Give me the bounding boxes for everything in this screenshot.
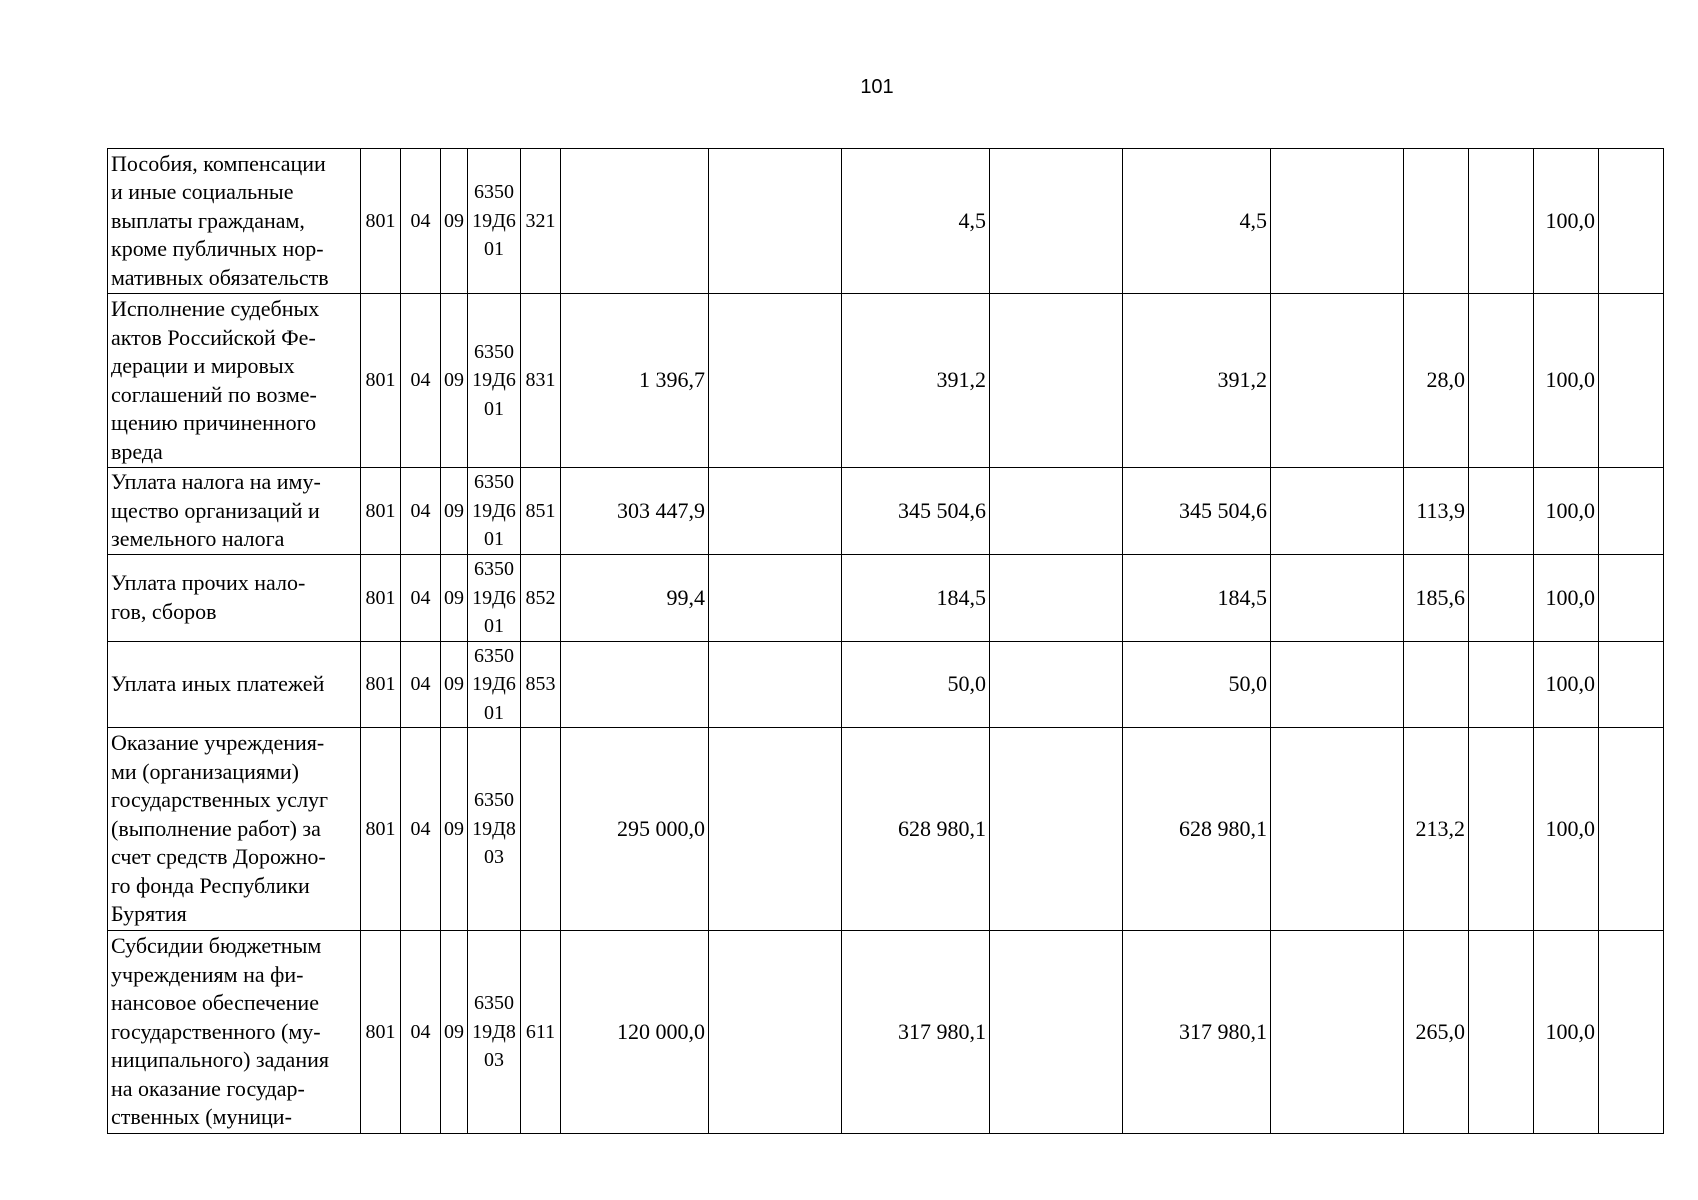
column-6-cell	[1271, 641, 1404, 728]
column-6-cell	[1271, 931, 1404, 1134]
column-8-cell	[1469, 555, 1534, 642]
expense-name-line: и иные социальные	[111, 179, 294, 205]
expense-name-cell	[108, 931, 361, 1134]
section-code-cell: 04	[401, 294, 441, 468]
section-code-cell: 04	[401, 555, 441, 642]
expense-name-cell	[108, 728, 361, 931]
expense-name-line: нансовое обеспечение	[111, 990, 319, 1016]
target-article-line: 01	[484, 701, 504, 724]
approved-plan-cell: 1 396,7	[561, 294, 709, 468]
target-article-line: 6350	[474, 340, 514, 363]
target-article-cell	[468, 728, 521, 931]
expense-type-cell: 611	[521, 931, 561, 1134]
executed-cell: 628 980,1	[1123, 728, 1271, 931]
column-2-cell	[709, 149, 842, 294]
expense-name-line: Субсидии бюджетным	[111, 933, 322, 959]
column-6-cell	[1271, 555, 1404, 642]
target-article-line: 6350	[474, 789, 514, 812]
expense-name-line: щению причиненного	[111, 410, 317, 435]
expense-name-line: ственных (муници-	[111, 1104, 292, 1130]
expense-name-line: учреждениям на фи-	[111, 961, 304, 987]
approved-plan-cell	[561, 641, 709, 728]
column-10-cell	[1599, 294, 1664, 468]
expense-name-line: счет средств Дорожно-	[111, 844, 326, 870]
expense-name-cell	[108, 555, 361, 642]
expense-type-cell: 831	[521, 294, 561, 468]
target-article-line: 19Д6	[472, 499, 516, 522]
target-article-line: 01	[484, 238, 504, 261]
ved-code-cell: 801	[361, 294, 401, 468]
budget-table	[107, 148, 1664, 1134]
column-8-cell	[1469, 641, 1534, 728]
executed-cell: 391,2	[1123, 294, 1271, 468]
percent-of-refined-cell: 100,0	[1534, 468, 1599, 555]
target-article-line: 6350	[474, 644, 514, 667]
column-10-cell	[1599, 641, 1664, 728]
refined-plan-cell: 345 504,6	[842, 468, 990, 555]
target-article-line: 19Д8	[472, 817, 516, 840]
target-article-cell	[468, 555, 521, 642]
refined-plan-cell: 50,0	[842, 641, 990, 728]
expense-type-cell: 853	[521, 641, 561, 728]
percent-of-refined-cell: 100,0	[1534, 149, 1599, 294]
target-article-cell	[468, 931, 521, 1134]
column-8-cell	[1469, 294, 1534, 468]
expense-name-line: мативных обязательств	[111, 264, 329, 290]
column-4-cell	[990, 149, 1123, 294]
target-article-line: 6350	[474, 181, 514, 204]
column-2-cell	[709, 555, 842, 642]
executed-cell: 50,0	[1123, 641, 1271, 728]
expense-name-line: вреда	[111, 438, 163, 464]
section-code-cell: 04	[401, 149, 441, 294]
refined-plan-cell: 391,2	[842, 294, 990, 468]
target-article-line: 01	[484, 615, 504, 637]
subsection-code-cell: 09	[441, 641, 468, 728]
table-row	[108, 931, 1664, 1134]
expense-name-line: земельного налога	[111, 526, 285, 552]
column-6-cell	[1271, 294, 1404, 468]
ved-code-cell: 801	[361, 728, 401, 931]
column-2-cell	[709, 641, 842, 728]
column-8-cell	[1469, 468, 1534, 555]
expense-type-cell	[521, 728, 561, 931]
percent-of-refined-cell: 100,0	[1534, 294, 1599, 468]
refined-plan-cell: 317 980,1	[842, 931, 990, 1134]
column-6-cell	[1271, 728, 1404, 931]
expense-name-line: ми (организациями)	[111, 758, 299, 784]
expense-name-line: ниципального) задания	[111, 1047, 329, 1073]
ved-code-cell: 801	[361, 149, 401, 294]
column-2-cell	[709, 728, 842, 931]
column-8-cell	[1469, 728, 1534, 931]
executed-cell: 184,5	[1123, 555, 1271, 642]
executed-cell: 317 980,1	[1123, 931, 1271, 1134]
section-code-cell: 04	[401, 468, 441, 555]
refined-plan-cell: 4,5	[842, 149, 990, 294]
target-article-cell	[468, 294, 521, 468]
table-row	[108, 149, 1664, 294]
column-6-cell	[1271, 468, 1404, 555]
expense-type-cell: 851	[521, 468, 561, 555]
table-row	[108, 641, 1664, 728]
expense-type-cell: 321	[521, 149, 561, 294]
expense-name-line: дерации и мировых	[111, 353, 295, 378]
table-row	[108, 468, 1664, 555]
subsection-code-cell: 09	[441, 294, 468, 468]
expense-name-cell	[108, 641, 361, 728]
target-article-line: 01	[484, 528, 504, 551]
approved-plan-cell: 99,4	[561, 555, 709, 642]
expense-name-line: щество организаций и	[111, 497, 320, 523]
column-8-cell	[1469, 149, 1534, 294]
refined-plan-cell: 184,5	[842, 555, 990, 642]
expense-name-line: государственного (му-	[111, 1018, 321, 1044]
target-article-cell	[468, 468, 521, 555]
column-2-cell	[709, 468, 842, 555]
column-2-cell	[709, 294, 842, 468]
expense-name-line: на оказание государ-	[111, 1075, 305, 1101]
expense-name-line: кроме публичных нор-	[111, 236, 324, 262]
expense-name-line: актов Российской Фе-	[111, 324, 316, 350]
column-10-cell	[1599, 468, 1664, 555]
subsection-code-cell: 09	[441, 149, 468, 294]
ved-code-cell: 801	[361, 931, 401, 1134]
column-4-cell	[990, 728, 1123, 931]
column-10-cell	[1599, 931, 1664, 1134]
expense-name-line: Уплата прочих нало-	[111, 570, 306, 596]
percent-of-refined-cell: 100,0	[1534, 728, 1599, 931]
target-article-line: 03	[484, 846, 504, 869]
subsection-code-cell: 09	[441, 555, 468, 642]
subsection-code-cell: 09	[441, 931, 468, 1134]
column-4-cell	[990, 931, 1123, 1134]
percent-of-plan-cell: 113,9	[1404, 468, 1469, 555]
percent-of-plan-cell: 213,2	[1404, 728, 1469, 931]
subsection-code-cell: 09	[441, 468, 468, 555]
ved-code-cell: 801	[361, 468, 401, 555]
section-code-cell: 04	[401, 641, 441, 728]
target-article-line: 19Д8	[472, 1020, 516, 1043]
target-article-line: 19Д6	[472, 209, 516, 232]
target-article-line: 6350	[474, 471, 514, 494]
expense-name-line: Уплата иных платежей	[111, 671, 325, 696]
expense-name-line: соглашений по возме-	[111, 381, 317, 407]
approved-plan-cell: 303 447,9	[561, 468, 709, 555]
ved-code-cell: 801	[361, 641, 401, 728]
target-article-line: 03	[484, 1049, 504, 1072]
table-row	[108, 294, 1664, 468]
approved-plan-cell: 295 000,0	[561, 728, 709, 931]
percent-of-plan-cell	[1404, 149, 1469, 294]
expense-name-line: Уплата налога на иму-	[111, 469, 321, 495]
refined-plan-cell: 628 980,1	[842, 728, 990, 931]
percent-of-refined-cell: 100,0	[1534, 641, 1599, 728]
column-8-cell	[1469, 931, 1534, 1134]
column-10-cell	[1599, 555, 1664, 642]
expense-type-cell: 852	[521, 555, 561, 642]
target-article-line: 19Д6	[472, 369, 516, 392]
column-4-cell	[990, 468, 1123, 555]
column-6-cell	[1271, 149, 1404, 294]
expense-name-cell	[108, 468, 361, 555]
column-4-cell	[990, 641, 1123, 728]
column-2-cell	[709, 931, 842, 1134]
percent-of-plan-cell: 265,0	[1404, 931, 1469, 1134]
ved-code-cell: 801	[361, 555, 401, 642]
percent-of-plan-cell	[1404, 641, 1469, 728]
subsection-code-cell: 09	[441, 728, 468, 931]
expense-name-line: Оказание учреждения-	[111, 730, 325, 756]
executed-cell: 345 504,6	[1123, 468, 1271, 555]
section-code-cell: 04	[401, 728, 441, 931]
target-article-line: 01	[484, 397, 504, 420]
expense-name-line: (выполнение работ) за	[111, 815, 321, 841]
target-article-line: 19Д6	[472, 673, 516, 695]
page-number: 101	[860, 76, 894, 98]
expense-name-line: Бурятия	[111, 901, 187, 927]
target-article-line: 19Д6	[472, 586, 516, 609]
column-10-cell	[1599, 728, 1664, 931]
expense-name-line: выплаты гражданам,	[111, 207, 305, 233]
target-article-line: 6350	[474, 992, 514, 1015]
target-article-cell	[468, 641, 521, 728]
column-4-cell	[990, 294, 1123, 468]
expense-name-line: го фонда Республики	[111, 872, 310, 898]
target-article-line: 6350	[474, 558, 514, 580]
target-article-cell	[468, 149, 521, 294]
table-row	[108, 555, 1664, 642]
expense-name-line: государственных услуг	[111, 787, 329, 813]
expense-name-cell	[108, 149, 361, 294]
section-code-cell: 04	[401, 931, 441, 1134]
column-10-cell	[1599, 149, 1664, 294]
percent-of-plan-cell: 185,6	[1404, 555, 1469, 642]
expense-name-line: гов, сборов	[111, 598, 217, 624]
expense-name-cell	[108, 294, 361, 468]
expense-name-line: Исполнение судебных	[111, 296, 320, 321]
table-row	[108, 728, 1664, 931]
executed-cell: 4,5	[1123, 149, 1271, 294]
approved-plan-cell	[561, 149, 709, 294]
approved-plan-cell: 120 000,0	[561, 931, 709, 1134]
column-4-cell	[990, 555, 1123, 642]
percent-of-refined-cell: 100,0	[1534, 555, 1599, 642]
percent-of-plan-cell: 28,0	[1404, 294, 1469, 468]
percent-of-refined-cell: 100,0	[1534, 931, 1599, 1134]
expense-name-line: Пособия, компенсации	[111, 150, 326, 176]
